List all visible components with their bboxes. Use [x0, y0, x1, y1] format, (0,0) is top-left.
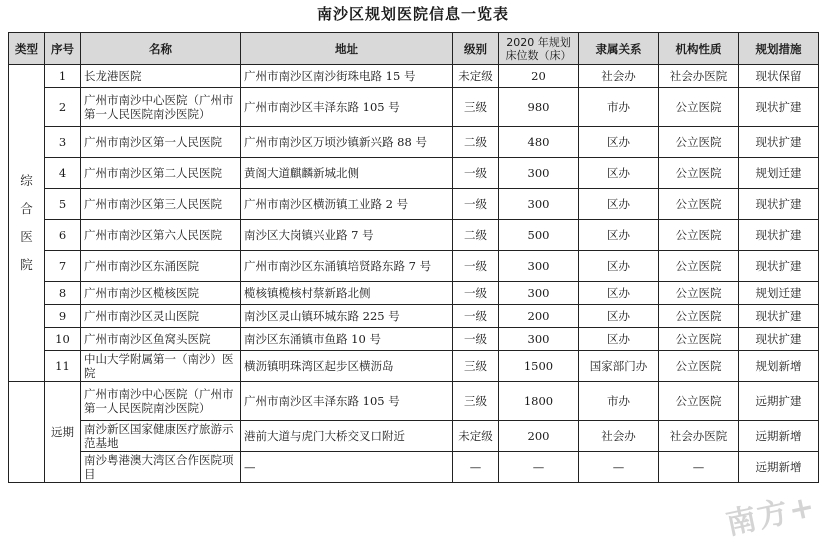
cell-name: 南沙新区国家健康医疗旅游示范基地 [81, 421, 241, 452]
cell-nature: 公立医院 [659, 382, 739, 421]
cell-level: 一级 [453, 189, 499, 220]
cell-beds: — [499, 452, 579, 483]
cell-level: 二级 [453, 127, 499, 158]
cell-beds: 500 [499, 220, 579, 251]
cell-address: 黄阁大道麒麟新城北侧 [241, 158, 453, 189]
cell-beds: 300 [499, 189, 579, 220]
cell-name: 长龙港医院 [81, 65, 241, 88]
cell-measure: 远期新增 [739, 421, 819, 452]
cell-level: 未定级 [453, 65, 499, 88]
cell-level: — [453, 452, 499, 483]
cell-beds: 300 [499, 328, 579, 351]
table-row [9, 251, 819, 282]
cell-address: 广州市南沙区丰泽东路 105 号 [241, 382, 453, 421]
page-title: 南沙区规划医院信息一览表 [316, 5, 509, 23]
cell-affiliation: — [579, 452, 659, 483]
header-nature: 机构性质 [659, 33, 739, 65]
cell-nature: 公立医院 [659, 328, 739, 351]
cell-affiliation: 区办 [579, 127, 659, 158]
cell-affiliation: 国家部门办 [579, 351, 659, 382]
table-row [9, 351, 819, 382]
cell-nature: 社会办医院 [659, 421, 739, 452]
category-cell-longterm: 远期 [45, 382, 81, 483]
cell-beds: 1500 [499, 351, 579, 382]
cell-affiliation: 区办 [579, 328, 659, 351]
cell-measure: 现状扩建 [739, 127, 819, 158]
header-address: 地址 [241, 33, 453, 65]
cell-nature: 公立医院 [659, 220, 739, 251]
cell-name: 中山大学附属第一（南沙）医院 [81, 351, 241, 382]
cell-nature: 公立医院 [659, 305, 739, 328]
cell-level: 二级 [453, 220, 499, 251]
cell-level: 三级 [453, 382, 499, 421]
cell-measure: 现状扩建 [739, 305, 819, 328]
cell-seq: 8 [45, 282, 81, 305]
cell-measure: 现状扩建 [739, 88, 819, 127]
cell-level: 三级 [453, 88, 499, 127]
cell-beds: 300 [499, 282, 579, 305]
table-body [9, 65, 819, 483]
cell-level: 一级 [453, 305, 499, 328]
cell-beds: 200 [499, 421, 579, 452]
cell-level: 一级 [453, 158, 499, 189]
category-cell-general [9, 65, 45, 382]
table-row [9, 305, 819, 328]
cell-address: 广州市南沙区横沥镇工业路 2 号 [241, 189, 453, 220]
cell-name: 广州市南沙区第六人民医院 [81, 220, 241, 251]
cell-beds: 980 [499, 88, 579, 127]
category-char: 合 [20, 201, 33, 216]
cell-address: 广州市南沙区万顷沙镇新兴路 88 号 [241, 127, 453, 158]
cell-address: 榄核镇榄核村蔡新路北侧 [241, 282, 453, 305]
cell-affiliation: 区办 [579, 220, 659, 251]
cell-seq: 7 [45, 251, 81, 282]
cell-measure: 远期扩建 [739, 382, 819, 421]
cell-level: 一级 [453, 251, 499, 282]
cell-address: 南沙区大岗镇兴业路 7 号 [241, 220, 453, 251]
cell-name: 广州市南沙区榄核医院 [81, 282, 241, 305]
watermark-logo [721, 481, 819, 543]
cell-measure: 现状保留 [739, 65, 819, 88]
cell-nature: 公立医院 [659, 127, 739, 158]
cell-level: 一级 [453, 328, 499, 351]
cell-nature: 公立医院 [659, 282, 739, 305]
hospital-table [8, 32, 819, 483]
cell-measure: 现状扩建 [739, 251, 819, 282]
cell-affiliation: 区办 [579, 158, 659, 189]
cell-name: 广州市南沙区第三人民医院 [81, 189, 241, 220]
table-row [9, 220, 819, 251]
cell-nature: 公立医院 [659, 88, 739, 127]
cell-measure: 规划迁建 [739, 282, 819, 305]
table-row [9, 421, 819, 452]
cell-seq: 9 [45, 305, 81, 328]
cell-measure: 规划新增 [739, 351, 819, 382]
cell-affiliation: 市办 [579, 382, 659, 421]
cell-beds: 200 [499, 305, 579, 328]
cell-name: 广州市南沙区第二人民医院 [81, 158, 241, 189]
watermark-text: 南方+ [722, 488, 820, 543]
cell-nature: 公立医院 [659, 351, 739, 382]
cell-nature: 社会办医院 [659, 65, 739, 88]
table-row [9, 452, 819, 483]
cell-affiliation: 社会办 [579, 65, 659, 88]
category-char: 医 [20, 229, 33, 244]
cell-measure: 现状扩建 [739, 189, 819, 220]
table-row [9, 88, 819, 127]
header-name: 名称 [81, 33, 241, 65]
cell-measure: 远期新增 [739, 452, 819, 483]
cell-seq: 6 [45, 220, 81, 251]
table-row [9, 328, 819, 351]
header-affiliation: 隶属关系 [579, 33, 659, 65]
header-level: 级别 [453, 33, 499, 65]
table-row [9, 127, 819, 158]
cell-nature: 公立医院 [659, 189, 739, 220]
cell-seq: 3 [45, 127, 81, 158]
cell-name: 广州市南沙中心医院（广州市第一人民医院南沙医院） [81, 382, 241, 421]
header-beds: 2020 年规划床位数（床） [499, 33, 579, 65]
cell-seq: 5 [45, 189, 81, 220]
cell-name: 南沙粤港澳大湾区合作医院项目 [81, 452, 241, 483]
cell-beds: 20 [499, 65, 579, 88]
cell-nature: 公立医院 [659, 251, 739, 282]
cell-address: 港前大道与虎门大桥交叉口附近 [241, 421, 453, 452]
cell-address: 广州市南沙区丰泽东路 105 号 [241, 88, 453, 127]
cell-seq: 11 [45, 351, 81, 382]
category-char: 综 [20, 173, 33, 188]
cell-beds: 1800 [499, 382, 579, 421]
cell-level: 三级 [453, 351, 499, 382]
cell-seq: 4 [45, 158, 81, 189]
cell-measure: 现状扩建 [739, 220, 819, 251]
cell-beds: 300 [499, 158, 579, 189]
header-seq: 序号 [45, 33, 81, 65]
table-row [9, 382, 819, 421]
cell-affiliation: 区办 [579, 305, 659, 328]
cell-name: 广州市南沙中心医院（广州市第一人民医院南沙医院） [81, 88, 241, 127]
cell-address: — [241, 452, 453, 483]
table-row [9, 65, 819, 88]
table-row [9, 282, 819, 305]
cell-name: 广州市南沙区第一人民医院 [81, 127, 241, 158]
cell-address: 南沙区灵山镇环城东路 225 号 [241, 305, 453, 328]
cell-beds: 480 [499, 127, 579, 158]
cell-affiliation: 区办 [579, 251, 659, 282]
header-row [9, 33, 819, 65]
cell-seq: 1 [45, 65, 81, 88]
header-type: 类型 [9, 33, 45, 65]
cell-address: 南沙区东涌镇市鱼路 10 号 [241, 328, 453, 351]
cell-seq: 2 [45, 88, 81, 127]
table-row [9, 158, 819, 189]
cell-nature: 公立医院 [659, 158, 739, 189]
cell-nature: — [659, 452, 739, 483]
category-char: 院 [20, 257, 33, 272]
cell-address: 广州市南沙区东涌镇培贤路东路 7 号 [241, 251, 453, 282]
cell-name: 广州市南沙区鱼窝头医院 [81, 328, 241, 351]
cell-affiliation: 市办 [579, 88, 659, 127]
cell-affiliation: 社会办 [579, 421, 659, 452]
cell-name: 广州市南沙区灵山医院 [81, 305, 241, 328]
cell-affiliation: 区办 [579, 282, 659, 305]
cell-measure: 规划迁建 [739, 158, 819, 189]
cell-affiliation: 区办 [579, 189, 659, 220]
table-row [9, 189, 819, 220]
category-cell-empty [9, 382, 45, 483]
cell-level: 未定级 [453, 421, 499, 452]
cell-level: 一级 [453, 282, 499, 305]
cell-name: 广州市南沙区东涌医院 [81, 251, 241, 282]
cell-measure: 现状扩建 [739, 328, 819, 351]
cell-address: 横沥镇明珠湾区起步区横沥岛 [241, 351, 453, 382]
header-measure: 规划措施 [739, 33, 819, 65]
cell-seq: 10 [45, 328, 81, 351]
cell-beds: 300 [499, 251, 579, 282]
cell-address: 广州市南沙区南沙街珠电路 15 号 [241, 65, 453, 88]
